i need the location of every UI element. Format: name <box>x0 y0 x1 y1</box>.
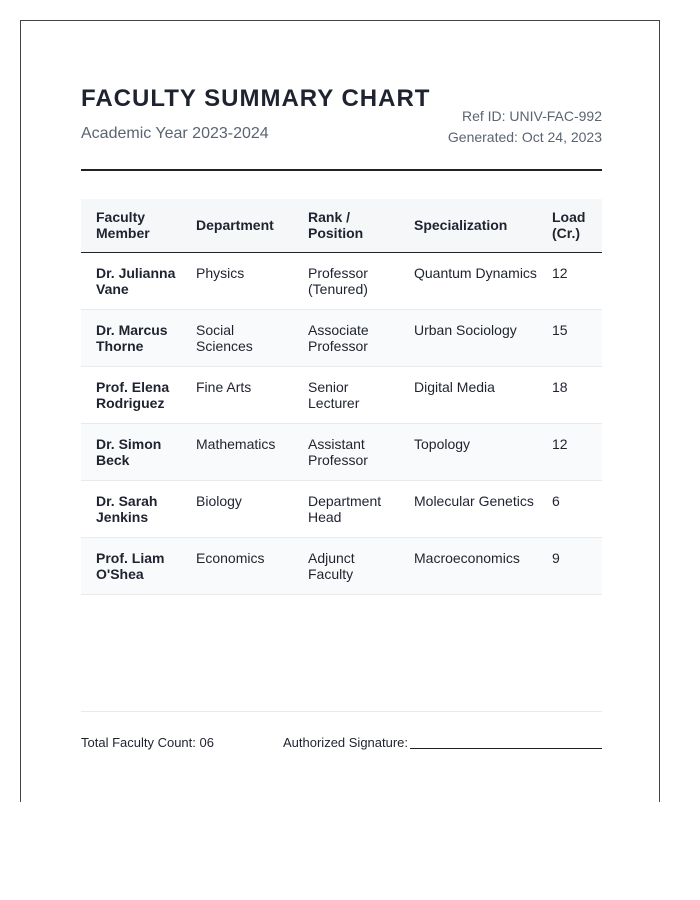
page-title: FACULTY SUMMARY CHART <box>81 85 431 112</box>
footer-divider <box>81 711 602 712</box>
load: 9 <box>537 538 602 595</box>
faculty-count: Total Faculty Count: 06 <box>81 735 214 750</box>
load: 15 <box>537 310 602 367</box>
table-row <box>81 538 602 595</box>
specialization: Molecular Genetics <box>399 481 537 538</box>
document-page <box>20 20 660 802</box>
signature-label: Authorized Signature: <box>283 735 409 750</box>
faculty-table-container <box>81 199 602 595</box>
signature-line <box>410 748 602 749</box>
department: Biology <box>181 481 293 538</box>
table-header <box>81 199 602 253</box>
faculty-name: Dr. Julianna Vane <box>81 253 181 310</box>
load: 18 <box>537 367 602 424</box>
load: 12 <box>537 424 602 481</box>
table-header-row <box>81 199 602 253</box>
table-row <box>81 424 602 481</box>
department: Mathematics <box>181 424 293 481</box>
faculty-name: Dr. Sarah Jenkins <box>81 481 181 538</box>
column-header-rank-position: Rank / Position <box>293 199 399 253</box>
faculty-table <box>81 199 602 595</box>
specialization: Macroeconomics <box>399 538 537 595</box>
department: Economics <box>181 538 293 595</box>
rank: Senior Lecturer <box>293 367 399 424</box>
table-row <box>81 253 602 310</box>
table-row <box>81 481 602 538</box>
specialization: Digital Media <box>399 367 537 424</box>
table-row <box>81 367 602 424</box>
specialization: Urban Sociology <box>399 310 537 367</box>
department: Fine Arts <box>181 367 293 424</box>
specialization: Topology <box>399 424 537 481</box>
column-header-faculty-member: Faculty Member <box>81 199 181 253</box>
rank: Assistant Professor <box>293 424 399 481</box>
table-row <box>81 310 602 367</box>
department: Social Sciences <box>181 310 293 367</box>
rank: Adjunct Faculty <box>293 538 399 595</box>
load: 6 <box>537 481 602 538</box>
load: 12 <box>537 253 602 310</box>
specialization: Quantum Dynamics <box>399 253 537 310</box>
column-header-department: Department <box>181 199 293 253</box>
document-header <box>81 85 602 171</box>
table-body <box>81 253 602 595</box>
rank: Associate Professor <box>293 310 399 367</box>
generated-date: Generated: Oct 24, 2023 <box>447 129 602 145</box>
faculty-name: Dr. Marcus Thorne <box>81 310 181 367</box>
rank: Professor (Tenured) <box>293 253 399 310</box>
column-header-specialization: Specialization <box>399 199 537 253</box>
faculty-name: Prof. Liam O'Shea <box>81 538 181 595</box>
faculty-name: Prof. Elena Rodriguez <box>81 367 181 424</box>
document-meta <box>448 106 602 148</box>
column-header-load: Load (Cr.) <box>537 199 602 253</box>
rank: Department Head <box>293 481 399 538</box>
department: Physics <box>181 253 293 310</box>
ref-id: Ref ID: UNIV-FAC-992 <box>461 108 602 124</box>
academic-year: Academic Year 2023-2024 <box>81 125 269 142</box>
faculty-name: Dr. Simon Beck <box>81 424 181 481</box>
